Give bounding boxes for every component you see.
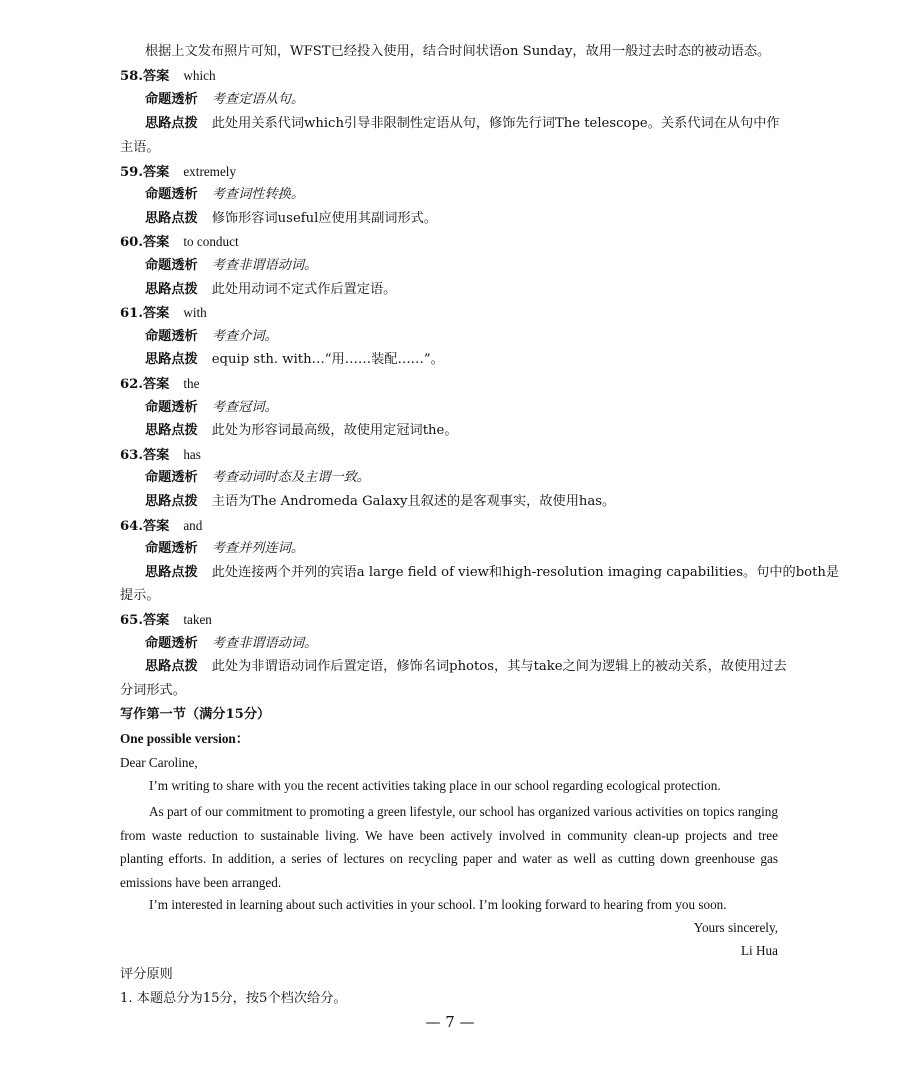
- item-number: 63.: [120, 448, 143, 463]
- analysis-label: 命题透析: [145, 92, 198, 107]
- analysis-text: 考查介词。: [211, 329, 278, 344]
- item-64-analysis-row: [145, 539, 304, 559]
- answer-label: 答案: [142, 165, 170, 180]
- tips-text: 此处为非谓语动词作后置定语，修饰名词photos，其与take之间为逻辑上的被动关系，故使用过去: [211, 659, 787, 674]
- answer-label: 答案: [142, 519, 170, 534]
- tips-text: equip sth. with…“用……装配……”。: [211, 352, 444, 367]
- item-65-tips-continuation: 分词形式。: [120, 683, 186, 698]
- item-63-analysis-row: [145, 468, 370, 488]
- analysis-text: 考查并列连词。: [211, 541, 305, 556]
- tips-label: 思路点拨: [145, 423, 198, 438]
- item-64-answer-row: [120, 516, 202, 537]
- answer-value: the: [183, 376, 200, 391]
- analysis-label: 命题透析: [145, 258, 198, 273]
- item-61-answer-row: [120, 303, 207, 324]
- answer-value: with: [183, 305, 207, 320]
- analysis-label: 命题透析: [145, 400, 198, 415]
- analysis-text: 考查非谓语动词。: [211, 636, 318, 651]
- page-number: — 7 —: [425, 1013, 475, 1031]
- answer-value: to conduct: [183, 234, 239, 249]
- analysis-text: 考查词性转换。: [211, 187, 305, 202]
- tips-label: 思路点拨: [145, 659, 198, 674]
- answer-label: 答案: [142, 69, 170, 84]
- analysis-text: 考查定语从句。: [211, 92, 305, 107]
- item-65-answer-row: [120, 610, 212, 631]
- tips-label: 思路点拨: [145, 211, 198, 226]
- item-59-analysis-row: [145, 185, 304, 205]
- letter-paragraph-2: As part of our commitment to promoting a green lifestyle, our school has organized various activities on topics ranging from waste reduction to sustainable living. We have been actively involved in community clean-up projects and tree planting efforts. In addition, a series of lectures on recycling paper and water as well as cutting down greenhouse gas emissions have been arranged.: [120, 804, 778, 891]
- analysis-label: 命题透析: [145, 541, 198, 556]
- analysis-label: 命题透析: [145, 187, 198, 202]
- intro-text: 根据上文发布照片可知，WFST已经投入使用，结合时间状语on Sunday，故用一般过去时态的被动语态。: [145, 44, 771, 59]
- item-65-tips-row: [145, 657, 787, 677]
- letter-paragraph-3: I’m interested in learning about such activities in your school. I’m looking forward to hearing from you soon.: [149, 897, 727, 912]
- item-60-analysis-row: [145, 256, 317, 276]
- analysis-text: 考查动词时态及主谓一致。: [211, 470, 370, 485]
- answer-label: 答案: [142, 448, 170, 463]
- item-58-analysis-row: [145, 90, 304, 110]
- item-59-answer-row: [120, 162, 236, 183]
- item-59-tips-row: [145, 209, 437, 229]
- analysis-label: 命题透析: [145, 329, 198, 344]
- item-64-tips-continuation: 提示。: [120, 588, 160, 603]
- item-60-tips-row: [145, 280, 396, 300]
- answer-value: has: [183, 447, 201, 462]
- item-64-tips-row: [145, 563, 839, 583]
- item-61-tips-row: [145, 350, 444, 370]
- item-58-tips-continuation: 主语。: [120, 140, 160, 155]
- letter-closing: Yours sincerely,: [693, 920, 778, 935]
- tips-label: 思路点拨: [145, 494, 198, 509]
- item-number: 65.: [120, 613, 143, 628]
- item-61-analysis-row: [145, 327, 278, 347]
- item-number: 60.: [120, 235, 143, 250]
- tips-label: 思路点拨: [145, 565, 198, 580]
- analysis-label: 命题透析: [145, 636, 198, 651]
- answer-label: 答案: [142, 613, 170, 628]
- item-62-analysis-row: [145, 398, 278, 418]
- answer-value: which: [183, 68, 216, 83]
- answer-label: 答案: [142, 235, 170, 250]
- letter-salutation: Dear Caroline,: [120, 755, 198, 770]
- writing-section-title: 写作第一节（满分15分）: [120, 707, 271, 722]
- tips-text: 此处用关系代词which引导非限制性定语从句，修饰先行词The telescope。关系代词在从句中作: [211, 116, 780, 131]
- item-58-answer-row: [120, 66, 216, 87]
- tips-label: 思路点拨: [145, 116, 198, 131]
- item-number: 64.: [120, 519, 143, 534]
- answer-label: 答案: [142, 306, 170, 321]
- answer-value: taken: [183, 612, 212, 627]
- scoring-title: 评分原则: [120, 967, 173, 982]
- tips-text: 此处为形容词最高级，故使用定冠词the。: [211, 423, 458, 438]
- analysis-text: 考查非谓语动词。: [211, 258, 318, 273]
- scoring-rule-1: 1. 本题总分为15分，按5个档次给分。: [120, 991, 347, 1006]
- writing-version-label: One possible version：: [120, 731, 249, 746]
- analysis-text: 考查冠词。: [211, 400, 278, 415]
- item-63-answer-row: [120, 445, 201, 466]
- analysis-label: 命题透析: [145, 470, 198, 485]
- tips-text: 此处用动词不定式作后置定语。: [211, 282, 397, 297]
- item-63-tips-row: [145, 492, 615, 512]
- letter-signature: Li Hua: [741, 943, 778, 958]
- tips-text: 主语为The Andromeda Galaxy且叙述的是客观事实，故使用has。: [211, 494, 616, 509]
- tips-label: 思路点拨: [145, 352, 198, 367]
- answer-value: extremely: [183, 164, 237, 179]
- item-62-tips-row: [145, 421, 458, 441]
- item-60-answer-row: [120, 232, 239, 253]
- tips-text: 此处连接两个并列的宾语a large field of view和high-resolution imaging capabilities。句中的both是: [211, 565, 840, 580]
- item-65-analysis-row: [145, 634, 317, 654]
- answer-value: and: [183, 518, 203, 533]
- item-62-answer-row: [120, 374, 199, 395]
- tips-label: 思路点拨: [145, 282, 198, 297]
- item-number: 62.: [120, 377, 143, 392]
- item-number: 59.: [120, 165, 143, 180]
- letter-paragraph-1: I’m writing to share with you the recent activities taking place in our school regarding ecological protection.: [149, 778, 721, 793]
- item-number: 61.: [120, 306, 143, 321]
- item-58-tips-row: [145, 114, 780, 134]
- tips-text: 修饰形容词useful应使用其副词形式。: [211, 211, 438, 226]
- item-number: 58.: [120, 69, 143, 84]
- answer-label: 答案: [142, 377, 170, 392]
